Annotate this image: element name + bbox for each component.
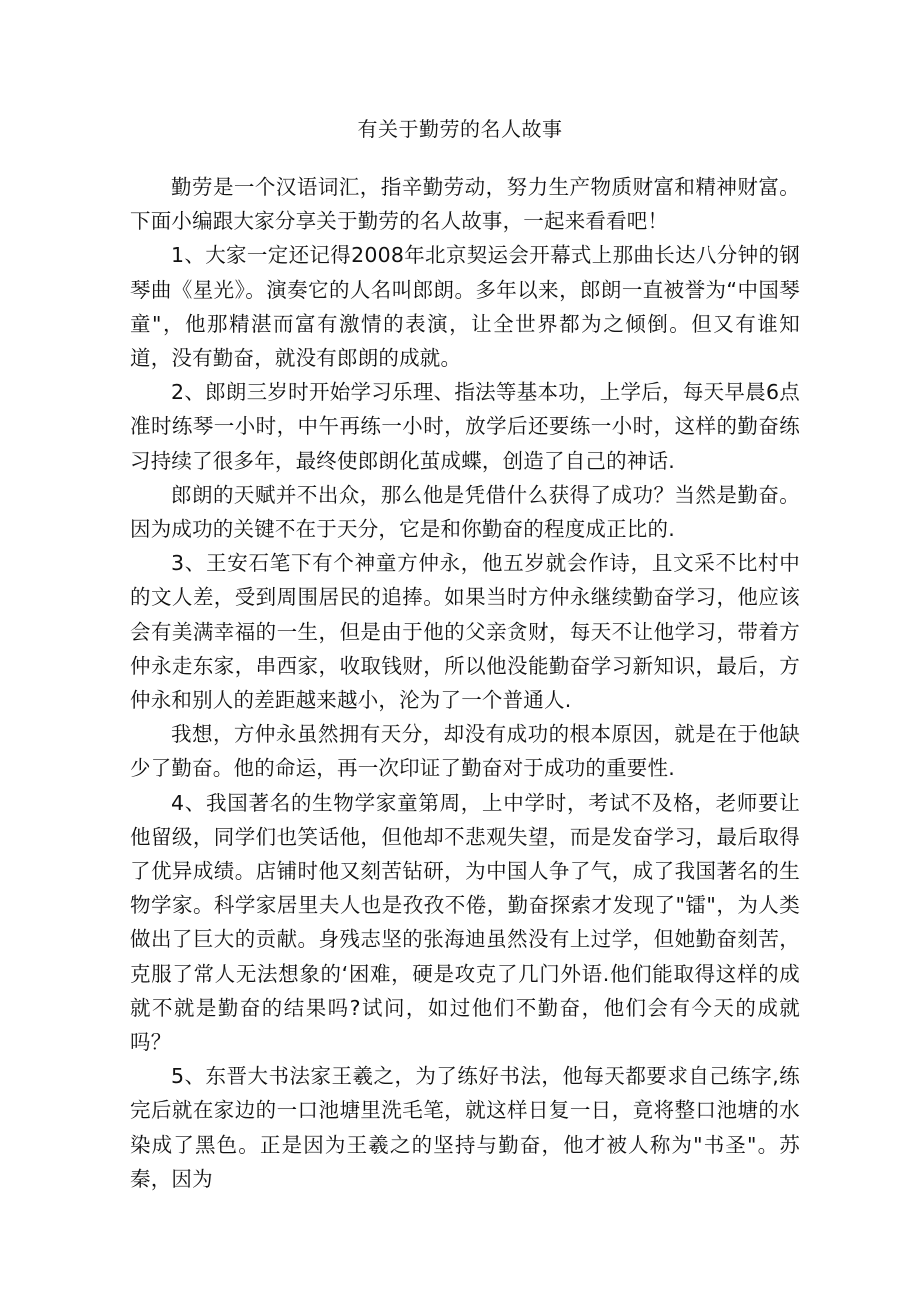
paragraph-intro: 勤劳是一个汉语词汇，指辛勤劳动，努力生产物质财富和精神财富。下面小编跟大家分享关于勤劳的名人故事，一起来看看吧！ <box>130 175 800 234</box>
paragraph-story-1: 1、大家一定还记得2008年北京契运会开幕式上那曲长达八分钟的钢琴曲《星光》。演奏它的人名叫郎朗。多年以来，郎朗一直被誉为“中国琴童"，他那精湛而富有激情的表演，让全世界都为之倾倒。但又有谁知道，没有勤奋，就没有郎朗的成就。 <box>130 243 800 371</box>
document-body <box>130 170 800 1196</box>
document-title: 有关于勤劳的名人故事 <box>357 117 563 141</box>
paragraph-commentary-1: 郎朗的天赋并不出众，那么他是凭借什么获得了成功？当然是勤奋。因为成功的关键不在于天分，它是和你勤奋的程度成正比的. <box>130 482 800 542</box>
paragraph-story-5: 5、东晋大书法家王羲之，为了练好书法，他每天都要求自己练字,练完后就在家边的一口池塘里洗毛笔，就这样日复一日，竟将整口池塘的水染成了黑色。正是因为王羲之的坚持与勤奋，他才被人称为"书圣"。苏秦，因为 <box>130 1064 800 1191</box>
paragraph-commentary-2: 我想，方仲永虽然拥有天分，却没有成功的根本原因，就是在于他缺少了勤奋。他的命运，再一次印证了勤奋对于成功的重要性. <box>130 722 800 781</box>
paragraph-story-2: 2、郎朗三岁时开始学习乐理、指法等基本功，上学后，每天早晨6点准时练琴一小时，中午再练一小时，放学后还要练一小时，这样的勤奋练习持续了很多年，最终使郎朗化茧成蝶，创造了自己的神话. <box>130 380 800 473</box>
paragraph-story-4: 4、我国著名的生物学家童第周，上中学时，考试不及格，老师要让他留级，同学们也笑话他，但他却不悲观失望，而是发奋学习，最后取得了优异成绩。店铺时他又刻苦钻研，为中国人争了气，成了我国著名的生物学家。科学家居里夫人也是孜孜不倦，勤奋探索才发现了"镭"，为人类做出了巨大的贡献。身残志坚的张海迪虽然没有上过学，但她勤奋刻苦，克服了常人无法想象的‘困难，硬是攻克了几门外语.他们能取得这样的成就不就是勤奋的结果吗?试问，如过他们不勤奋，他们会有今天的成就吗？ <box>130 790 800 1055</box>
paragraph-story-3: 3、王安石笔下有个神童方仲永，他五岁就会作诗，且文采不比村中的文人差，受到周围居民的追捧。如果当时方仲永继续勤奋学习，他应该会有美满幸福的一生，但是由于他的父亲贪财，每天不让他学习，带着方仲永走东家，串西家，收取钱财，所以他没能勤奋学习新知识，最后，方仲永和别人的差距越来越小，沦为了一个普通人. <box>130 551 800 713</box>
